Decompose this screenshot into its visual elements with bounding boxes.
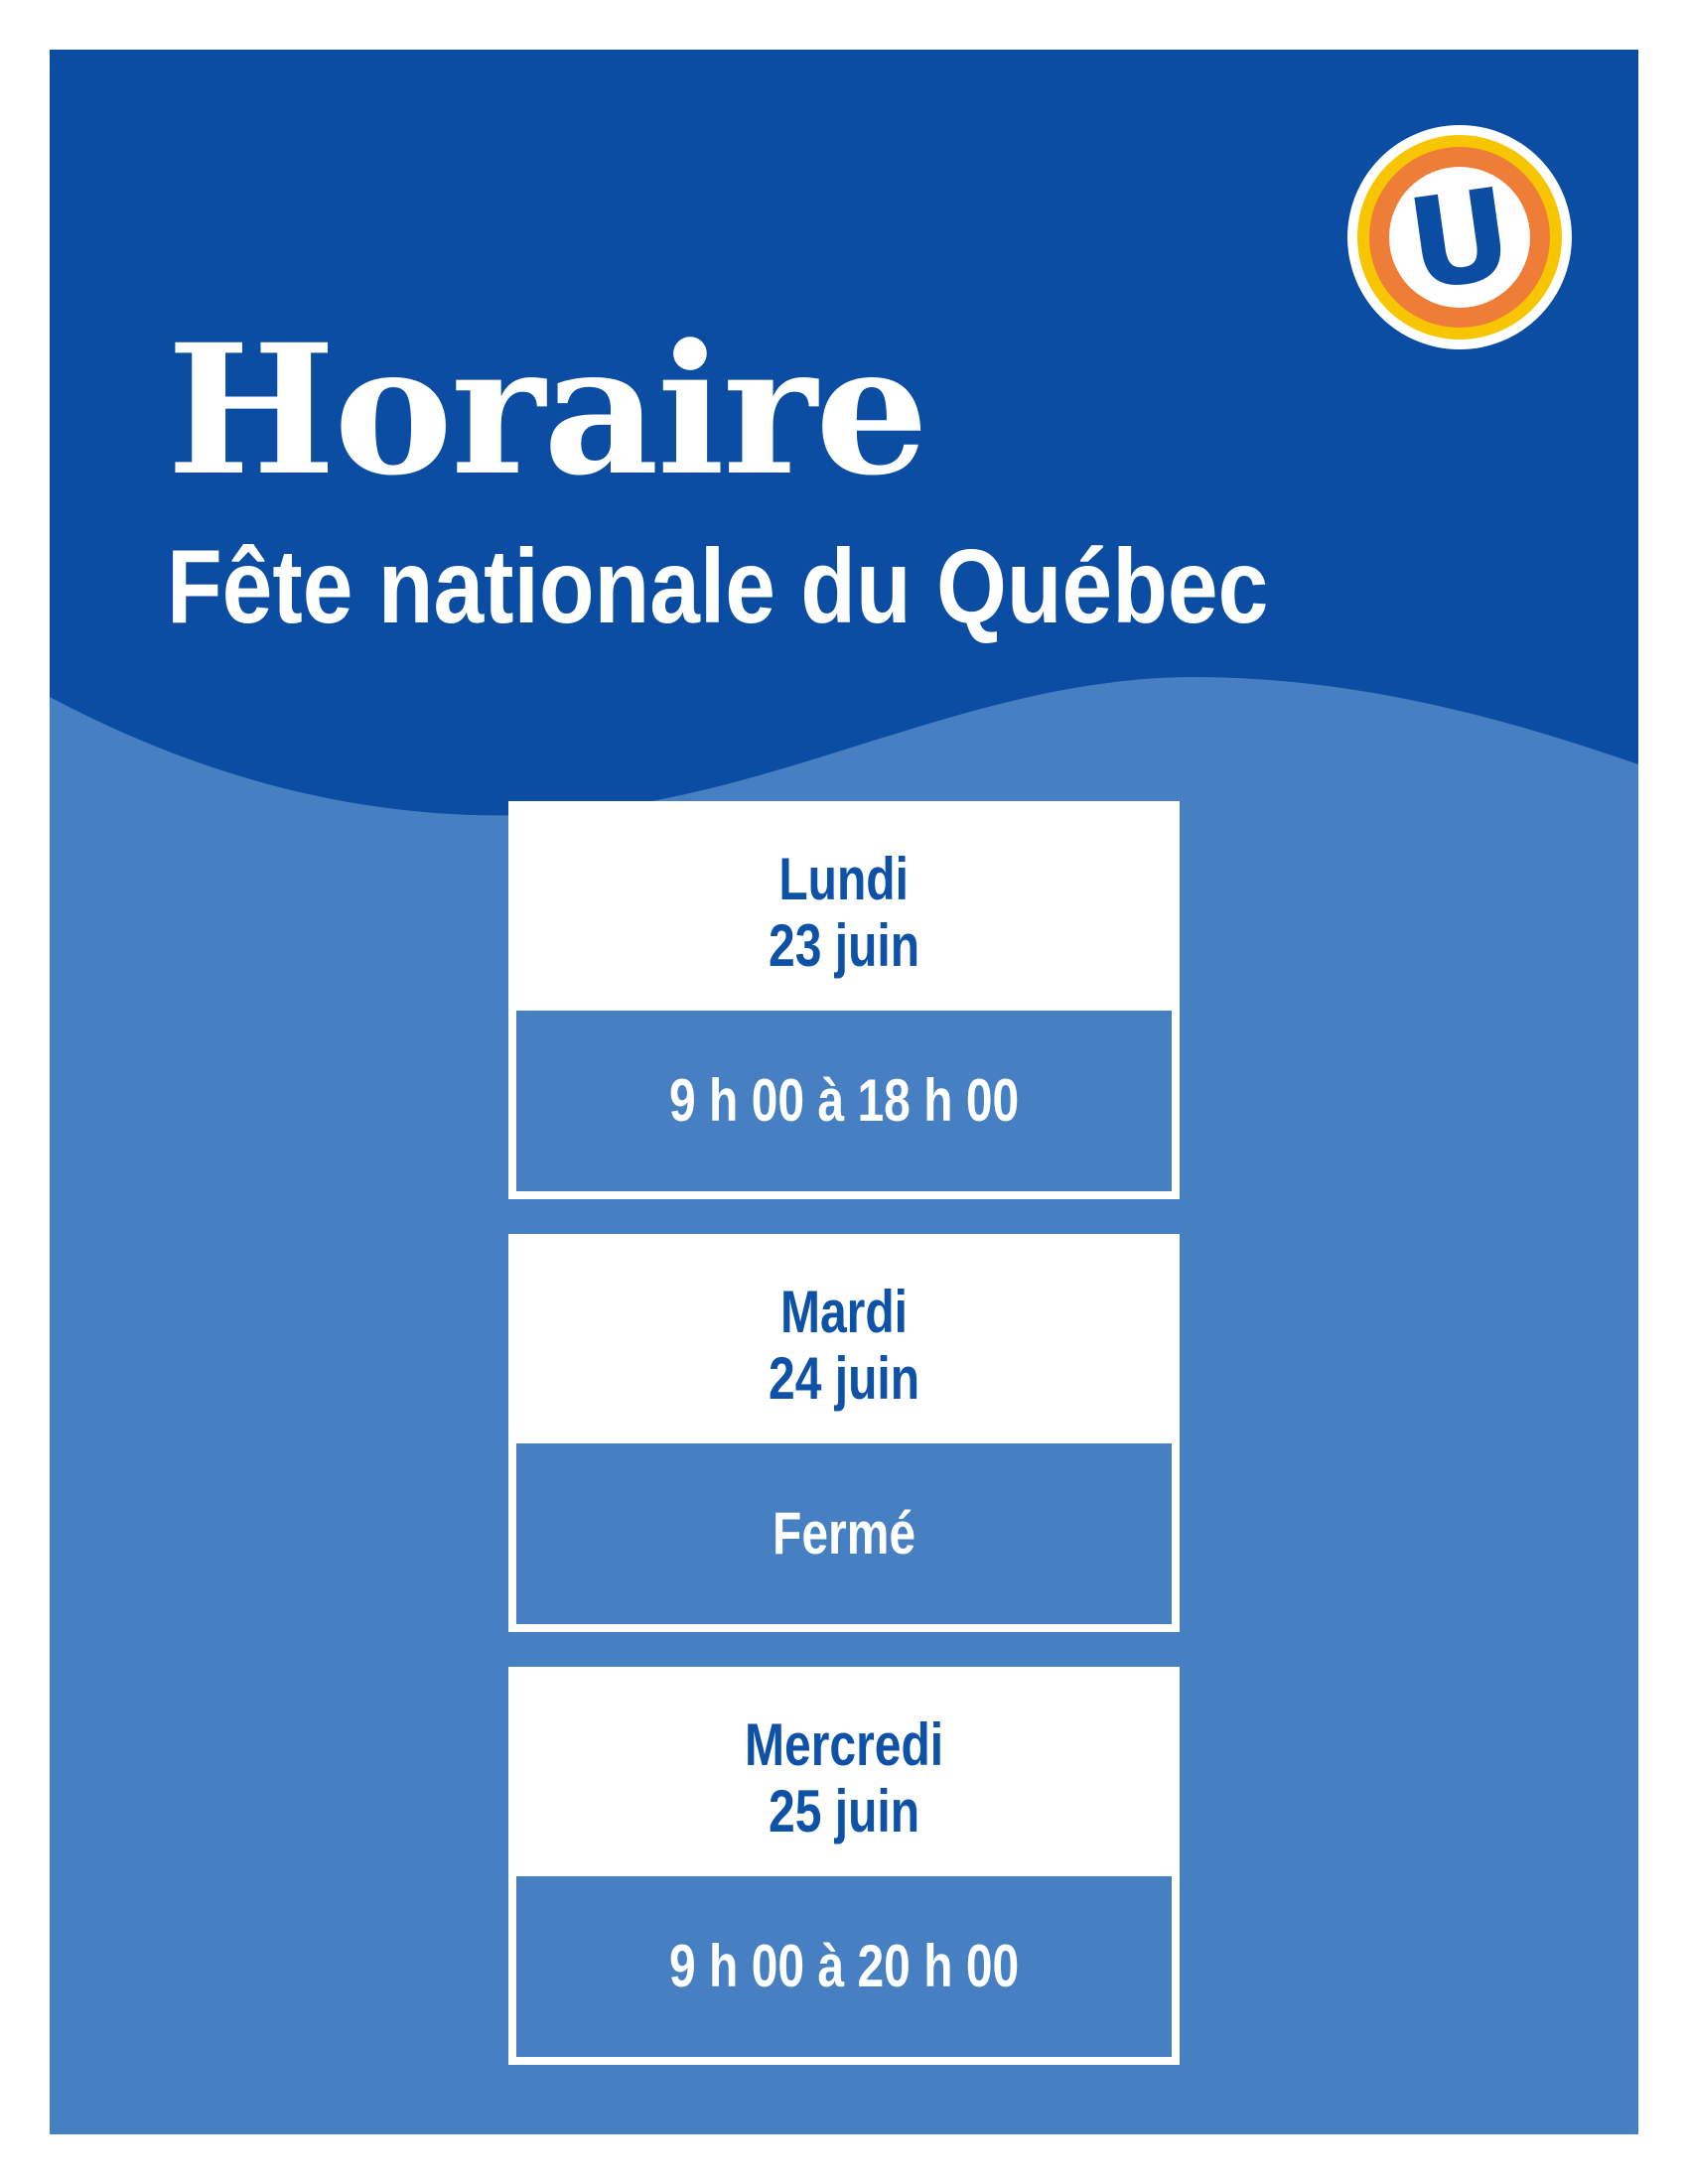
- hours-banner: [516, 1443, 1172, 1624]
- day-name: Mardi: [779, 1278, 909, 1345]
- day-header: [508, 1667, 1180, 1876]
- day-date: 25 juin: [768, 1777, 920, 1844]
- schedule-card-lundi: [508, 801, 1180, 1199]
- hours-value: 9 h 00 à 18 h 00: [668, 1067, 1020, 1134]
- day-header: [508, 801, 1180, 1011]
- hours-banner: [516, 1876, 1172, 2057]
- schedule-list: [508, 801, 1180, 2065]
- page-title: Horaire: [167, 306, 927, 515]
- hours-value: Fermé: [772, 1500, 916, 1567]
- poster-canvas: [50, 50, 1638, 2134]
- page-subtitle: Fête nationale du Québec: [167, 528, 1269, 645]
- day-date: 23 juin: [768, 911, 920, 979]
- brand-logo-icon: [1347, 125, 1572, 349]
- schedule-card-mercredi: [508, 1667, 1180, 2065]
- day-name: Lundi: [778, 845, 910, 912]
- brand-logo: [1347, 125, 1572, 349]
- logo-letter-u: U: [1399, 160, 1521, 320]
- day-header: [508, 1234, 1180, 1443]
- schedule-card-mardi: [508, 1234, 1180, 1632]
- hours-banner: [516, 1011, 1172, 1191]
- day-name: Mercredi: [744, 1710, 944, 1778]
- hours-value: 9 h 00 à 20 h 00: [668, 1933, 1020, 1999]
- day-date: 24 juin: [768, 1344, 920, 1412]
